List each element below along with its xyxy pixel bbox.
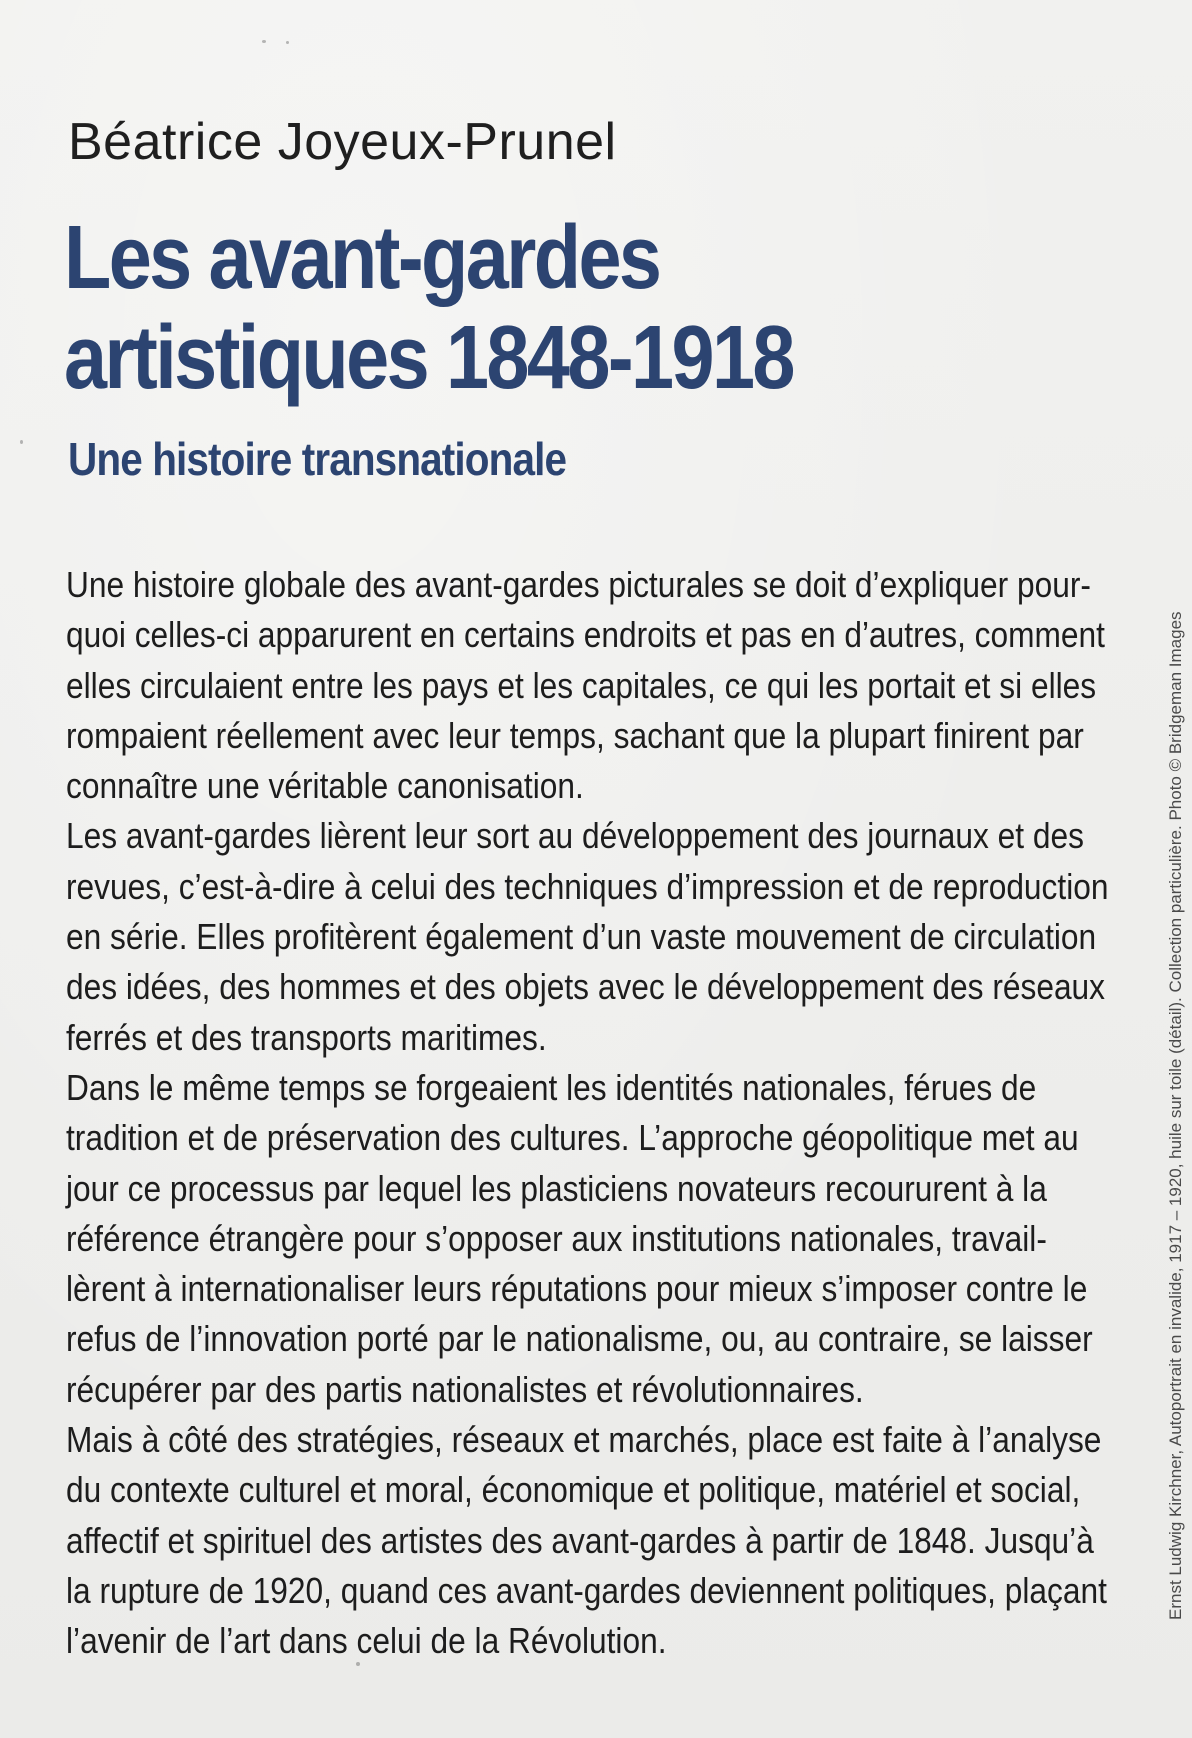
blurb-line: l’avenir de l’art dans celui de la Révolution. — [66, 1620, 667, 1662]
title-line: Les avant-gardes — [64, 208, 660, 308]
blurb-line: revues, c’est-à-dire à celui des techniques d’impression et de reproduction — [66, 865, 1109, 907]
title-line: artistiques 1848-1918 — [64, 308, 793, 408]
blurb-line: du contexte culturel et moral, économique et politique, matériel et social, — [66, 1469, 1081, 1511]
blurb-line: quoi celles-ci apparurent en certains endroits et pas en d’autres, comment — [66, 614, 1105, 656]
paper-speck — [20, 440, 23, 444]
book-subtitle: Une histoire transnationale — [68, 433, 567, 485]
paper-speck — [286, 41, 289, 44]
blurb-line: récupérer par des partis nationalistes et révolutionnaires. — [66, 1368, 864, 1410]
blurb-line: référence étrangère pour s’opposer aux institutions nationales, travail- — [66, 1217, 1047, 1259]
blurb-line: lèrent à internationaliser leurs réputations pour mieux s’imposer contre le — [66, 1268, 1088, 1310]
blurb-line: affectif et spirituel des artistes des avant-gardes à partir de 1848. Jusqu’à — [66, 1519, 1094, 1561]
blurb-line: connaître une véritable canonisation. — [66, 765, 584, 807]
blurb-line: la rupture de 1920, quand ces avant-gardes deviennent politiques, plaçant — [66, 1569, 1107, 1611]
blurb-line: rompaient réellement avec leur temps, sachant que la plupart finirent par — [66, 714, 1084, 756]
image-credit-text: Ernst Ludwig Kirchner, Autoportrait en invalide, 1917 – 1920, huile sur toile (détail). Collection particulière. Photo © Bridgeman Images — [1166, 611, 1185, 1620]
author-name: Béatrice Joyeux-Prunel — [68, 113, 617, 171]
blurb-line: Une histoire globale des avant-gardes picturales se doit d’expliquer pour- — [66, 564, 1091, 605]
blurb-line: refus de l’innovation porté par le nationalisme, ou, au contraire, se laisser — [66, 1318, 1093, 1360]
blurb-line: elles circulaient entre les pays et les capitales, ce qui les portait et si elles — [66, 664, 1097, 706]
blurb-line: Les avant-gardes lièrent leur sort au développement des journaux et des — [66, 815, 1084, 857]
blurb-line: ferrés et des transports maritimes. — [66, 1016, 547, 1058]
book-title — [64, 208, 924, 408]
blurb-line: jour ce processus par lequel les plasticiens novateurs recoururent à la — [66, 1167, 1047, 1209]
blurb-line: des idées, des hommes et des objets avec le développement des réseaux — [66, 966, 1106, 1008]
blurb-line: tradition et de préservation des cultures. L’approche géopolitique met au — [66, 1117, 1079, 1159]
blurb-line: Dans le même temps se forgeaient les identités nationales, férues de — [66, 1066, 1037, 1108]
paper-speck — [262, 40, 266, 43]
blurb-line: Mais à côté des stratégies, réseaux et marchés, place est faite à l’analyse — [66, 1419, 1102, 1461]
blurb-text — [66, 560, 1109, 1667]
paper-speck — [356, 1662, 360, 1666]
image-credit — [1166, 560, 1188, 1620]
blurb-line: en série. Elles profitèrent également d’un vaste mouvement de circulation — [66, 916, 1097, 958]
